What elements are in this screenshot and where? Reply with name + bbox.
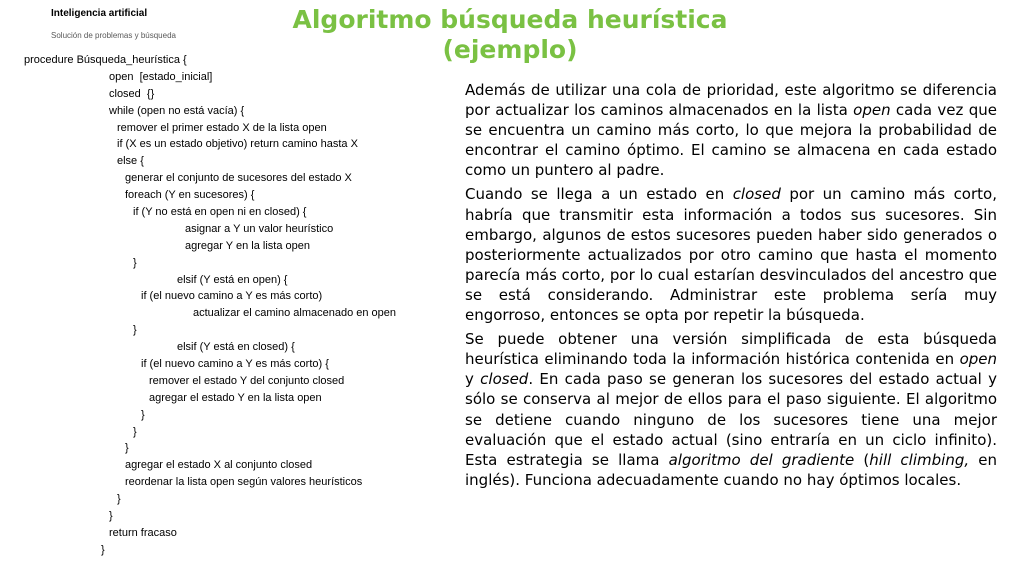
text-run: en inglés). Funciona adecuadamente cuando no hay óptimos locales. xyxy=(465,450,998,489)
italic-term: closed xyxy=(480,370,529,389)
text-run: ( xyxy=(854,450,870,469)
italic-term: open xyxy=(853,101,891,120)
code-line: closed {} xyxy=(109,87,155,100)
code-line: } xyxy=(109,510,113,523)
text-run: por un camino más corto, habría que transmitir esta información a todos sus sucesores. Sin embargo, algunos de estos sucesores pueden haber sido generados o posteriormente actualizados por otro camino que hasta el momento parecía más corto, por lo cual estarían desvinculados del ancestro que se está considerando. Administrar este problema sería muy engorroso, entonces se opta por repetir la búsqueda. xyxy=(465,185,997,325)
code-line: generar el conjunto de sucesores del estado X xyxy=(125,172,352,185)
italic-term: hill climbing, xyxy=(869,450,970,469)
code-line: } xyxy=(141,408,145,421)
code-line: else { xyxy=(117,155,144,168)
paragraph xyxy=(465,184,997,325)
code-line: procedure Búsqueda_heurística { xyxy=(24,54,187,66)
code-line: foreach (Y en sucesores) { xyxy=(125,189,255,202)
course-title: Inteligencia artificial xyxy=(51,8,148,19)
code-line: return fracaso xyxy=(109,526,177,539)
code-line: remover el primer estado X de la lista open xyxy=(117,121,327,134)
code-line: } xyxy=(101,543,105,556)
code-line: } xyxy=(133,324,137,337)
course-subtitle: Solución de problemas y búsqueda xyxy=(51,31,176,40)
code-line: while (open no está vacía) { xyxy=(109,104,245,117)
text-run: y xyxy=(465,370,481,389)
code-line: reordenar la lista open según valores heurísticos xyxy=(125,476,363,489)
italic-term: closed xyxy=(732,185,781,204)
code-line: } xyxy=(117,493,121,506)
text-run: . En cada paso se generan los sucesores del estado actual y sólo se conserva al mejor de ellos para el paso siguiente. El algoritmo se detiene cuando ninguno de los sucesores tiene una mejor evaluación que el estado actual (sino entraría en un ciclo infinito). Esta estrategia se llama xyxy=(465,370,997,469)
code-line: } xyxy=(133,256,137,269)
code-line: agregar el estado X al conjunto closed xyxy=(125,459,313,472)
italic-term: open xyxy=(959,350,997,369)
code-line: asignar a Y un valor heurístico xyxy=(185,222,334,235)
code-line: } xyxy=(125,442,129,455)
slide-title-line-2: (ejemplo) xyxy=(442,35,578,64)
italic-term: algoritmo del gradiente xyxy=(668,450,855,469)
code-line: elsif (Y está en closed) { xyxy=(177,341,295,354)
text-run: Cuando se llega a un estado en xyxy=(465,185,733,204)
code-line: remover el estado Y del conjunto closed xyxy=(149,374,345,387)
code-line: agregar Y en la lista open xyxy=(185,239,310,252)
code-line: } xyxy=(133,425,137,438)
code-line: elsif (Y está en open) { xyxy=(177,273,288,286)
text-run: Se puede obtener una versión simplificada de esta búsqueda heurística eliminando toda la información histórica contenida en xyxy=(465,330,997,369)
code-line: if (X es un estado objetivo) return camino hasta X xyxy=(117,138,358,151)
code-line: if (el nuevo camino a Y es más corto) xyxy=(141,290,323,303)
code-line: open [estado_inicial] xyxy=(109,70,213,83)
code-line: if (el nuevo camino a Y es más corto) { xyxy=(141,358,329,371)
pseudocode-block xyxy=(24,52,396,559)
text-run: cada vez que se encuentra un camino más corto, lo que mejora la probabilidad de encontrar el camino óptimo. El camino se almacena en cada estado como un puntero al padre. xyxy=(465,101,997,180)
explanation-text xyxy=(465,80,997,494)
code-line: actualizar el camino almacenado en open xyxy=(193,307,397,320)
text-run: Además de utilizar una cola de prioridad, este algoritmo se diferencia por actualizar los caminos almacenados en la lista xyxy=(465,81,997,120)
paragraph xyxy=(465,329,997,490)
code-line: if (Y no está en open ni en closed) { xyxy=(133,206,307,219)
code-line: agregar el estado Y en la lista open xyxy=(149,391,322,404)
paragraph xyxy=(465,80,997,180)
slide-title-line-1: Algoritmo búsqueda heurística xyxy=(292,5,728,34)
